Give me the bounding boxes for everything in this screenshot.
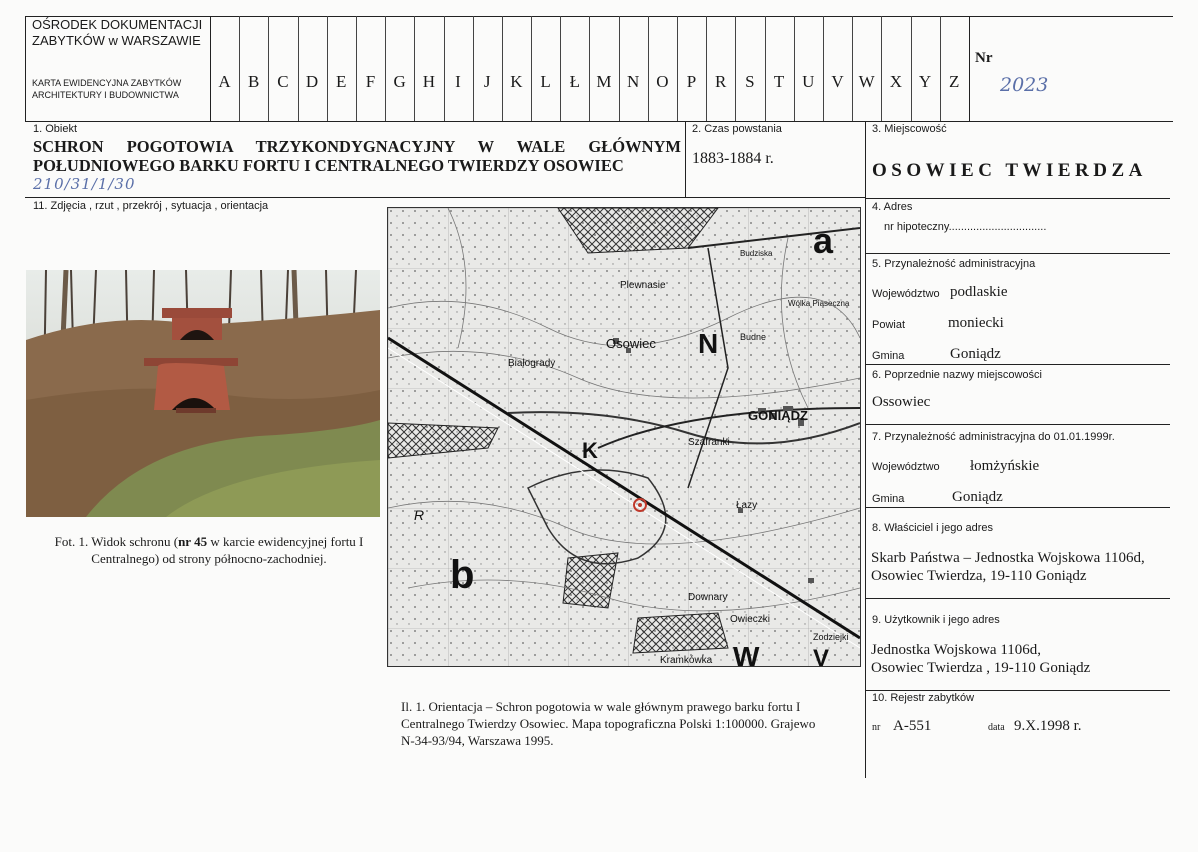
letter-divider	[531, 16, 532, 121]
wojewodztwo1999-value: łomżyńskie	[970, 458, 1040, 474]
index-letter: M	[596, 72, 612, 91]
index-letter: H	[422, 72, 435, 91]
index-letter: F	[365, 72, 376, 91]
card-title-line2: ARCHITEKTURY I BUDOWNICTWA	[32, 90, 179, 100]
index-letter: X	[889, 72, 902, 91]
letter-divider	[852, 16, 853, 121]
index-letter: Y	[918, 72, 932, 91]
letter-divider	[385, 16, 386, 121]
wlasciciel-label: 8. Właściciel i jego adres	[872, 522, 994, 534]
map-label-downary: Downary	[688, 592, 728, 603]
miejscowosc-value: OSOWIEC TWIERDZA	[872, 160, 1147, 181]
wlasciciel-line2: Osowiec Twierdza, 19-110 Goniądz	[871, 568, 1087, 584]
index-letter: D	[305, 72, 319, 91]
gmina1999-label: Gmina	[872, 493, 905, 505]
letter-divider	[502, 16, 503, 121]
map-label-kramkowka: Kramkówka	[660, 655, 713, 666]
map-label-osowiec: Osowiec	[606, 336, 656, 351]
rejestr-nr-value: A-551	[893, 718, 932, 734]
wojewodztwo1999-label: Województwo	[872, 461, 940, 473]
map-label-budziska: Budziska	[740, 249, 773, 258]
index-letter: U	[802, 72, 815, 91]
letter-divider	[268, 16, 269, 121]
foto-caption-bold: nr 45	[178, 534, 208, 549]
map-letter-n: N	[698, 328, 719, 359]
foto-caption-pre: Fot. 1. Widok schronu (	[54, 534, 179, 549]
mapa-caption-line2: Centralnego Twierdzy Osowiec. Mapa topograficzna Polski 1:100000. Grajewo	[401, 716, 816, 731]
foto-caption-line2: Centralnego) od strony północno-zachodniej.	[91, 551, 327, 566]
map-letter-k: K	[582, 438, 598, 463]
index-letter: J	[483, 72, 491, 91]
zdjecia-label: 11. Zdjęcia , rzut , przekrój , sytuacja , orientacja	[33, 200, 269, 212]
adres-label: 4. Adres	[872, 201, 913, 213]
index-letter: A	[218, 72, 231, 91]
map-label-zodziejki: Zodziejki	[813, 632, 849, 642]
map-letter-a: a	[813, 220, 834, 261]
letter-divider	[619, 16, 620, 121]
map-label-goniadz: GONIĄDZ	[748, 408, 808, 423]
letter-divider	[327, 16, 328, 121]
letter-divider	[560, 16, 561, 121]
index-letter: S	[745, 72, 755, 91]
adres-hipoteczny: nr hipoteczny................................	[884, 221, 1047, 233]
przynaleznosc1999-label: 7. Przynależność administracyjna do 01.01.1999r.	[872, 431, 1115, 443]
letter-divider	[444, 16, 445, 121]
map-label-plewnasie: Plewnasie	[620, 280, 666, 291]
org-name-line2: ZABYTKÓW w WARSZAWIE	[32, 33, 201, 48]
letter-divider	[356, 16, 357, 121]
rejestr-data-label: data	[988, 722, 1005, 733]
letter-divider	[677, 16, 678, 121]
index-letter: N	[627, 72, 640, 91]
przynaleznosc-label: 5. Przynależność administracyjna	[872, 258, 1036, 270]
obiekt-title-line1: SCHRON POGOTOWIA TRZYKONDYGNACYJNY W WALE GŁÓWNYM	[33, 137, 681, 156]
map-letter-w: W	[733, 641, 760, 666]
uzytkownik-label: 9. Użytkownik i jego adres	[872, 614, 1000, 626]
index-letter: Z	[949, 72, 960, 91]
obiekt-label: 1. Obiekt	[33, 123, 78, 135]
index-letter: K	[510, 72, 523, 91]
gmina-label: Gmina	[872, 350, 905, 362]
powiat-value: moniecki	[948, 315, 1004, 331]
czas-label: 2. Czas powstania	[692, 123, 782, 135]
map-label-budne: Budne	[740, 332, 767, 342]
map-label-szafranki: Szafranki	[688, 437, 730, 448]
foto-caption-post: w karcie ewidencyjnej fortu I	[207, 534, 364, 549]
uzytkownik-line1: Jednostka Wojskowa 1106d,	[871, 642, 1042, 658]
wlasciciel-line1: Skarb Państwa – Jednostka Wojskowa 1106d,	[871, 550, 1145, 566]
map-letter-b: b	[450, 553, 475, 597]
index-letter: I	[455, 72, 461, 91]
rejestr-data-value: 9.X.1998 r.	[1014, 718, 1082, 734]
wojewodztwo-label: Województwo	[872, 288, 940, 300]
index-letter: O	[656, 72, 669, 91]
letter-divider	[239, 16, 240, 121]
index-letter: E	[336, 72, 347, 91]
rejestr-nr-label: nr	[872, 722, 881, 733]
map-label-owieczki: Owieczki	[730, 614, 771, 625]
map-letter-r: R	[414, 507, 425, 523]
obiekt-handwritten-code: 210/31/1/30	[33, 175, 136, 193]
letter-divider	[765, 16, 766, 121]
poprzednie-label: 6. Poprzednie nazwy miejscowości	[872, 369, 1042, 381]
rejestr-label: 10. Rejestr zabytków	[872, 692, 975, 704]
index-letter: V	[831, 72, 844, 91]
topographic-map	[387, 207, 861, 667]
poprzednie-value: Ossowiec	[872, 394, 931, 410]
map-label-lazy: Łazy	[736, 500, 758, 511]
letter-divider	[706, 16, 707, 121]
index-letter: R	[715, 72, 727, 91]
obiekt-title-line2: POŁUDNIOWEGO BARKU FORTU I CENTRALNEGO TWIERDZY OSOWIEC	[33, 156, 624, 175]
letter-divider	[881, 16, 882, 121]
letter-divider	[648, 16, 649, 121]
index-letter: C	[277, 72, 289, 91]
bunker-photo	[26, 270, 380, 517]
map-label-wolka-piaseczna: Wólka Piaseczna	[788, 299, 850, 308]
nr-label: Nr	[975, 50, 993, 66]
letter-divider	[589, 16, 590, 121]
uzytkownik-line2: Osowiec Twierdza , 19-110 Goniądz	[871, 660, 1091, 676]
mapa-caption-line3: N-34-93/94, Warszawa 1995.	[401, 733, 554, 748]
letter-divider	[735, 16, 736, 121]
czas-value: 1883-1884 r.	[692, 150, 774, 167]
index-letter: L	[540, 72, 551, 91]
miejscowosc-label: 3. Miejscowość	[872, 123, 947, 135]
wojewodztwo-value: podlaskie	[950, 284, 1008, 300]
letter-divider	[823, 16, 824, 121]
index-letter: Ł	[569, 72, 580, 91]
letter-divider	[473, 16, 474, 121]
letter-divider	[298, 16, 299, 121]
index-letter: B	[248, 72, 260, 91]
index-letter: T	[773, 72, 785, 91]
nr-handwritten-value: 2023	[1000, 74, 1049, 96]
index-letter: P	[686, 72, 697, 91]
index-letter: G	[393, 72, 406, 91]
letter-divider	[940, 16, 941, 121]
gmina-value: Goniądz	[950, 346, 1001, 362]
card-title-line1: KARTA EWIDENCYJNA ZABYTKÓW	[32, 78, 182, 88]
letter-divider	[794, 16, 795, 121]
index-letter: W	[858, 72, 875, 91]
letter-divider	[414, 16, 415, 121]
map-letter-v: V	[813, 645, 830, 666]
letter-divider	[911, 16, 912, 121]
map-label-bialogrady: Białogrady	[508, 358, 556, 369]
gmina1999-value: Goniądz	[952, 489, 1003, 505]
org-name-line1: OŚRODEK DOKUMENTACJI	[32, 17, 203, 32]
powiat-label: Powiat	[872, 319, 906, 331]
mapa-caption-line1: Il. 1. Orientacja – Schron pogotowia w wale głównym prawego barku fortu I	[401, 699, 801, 714]
